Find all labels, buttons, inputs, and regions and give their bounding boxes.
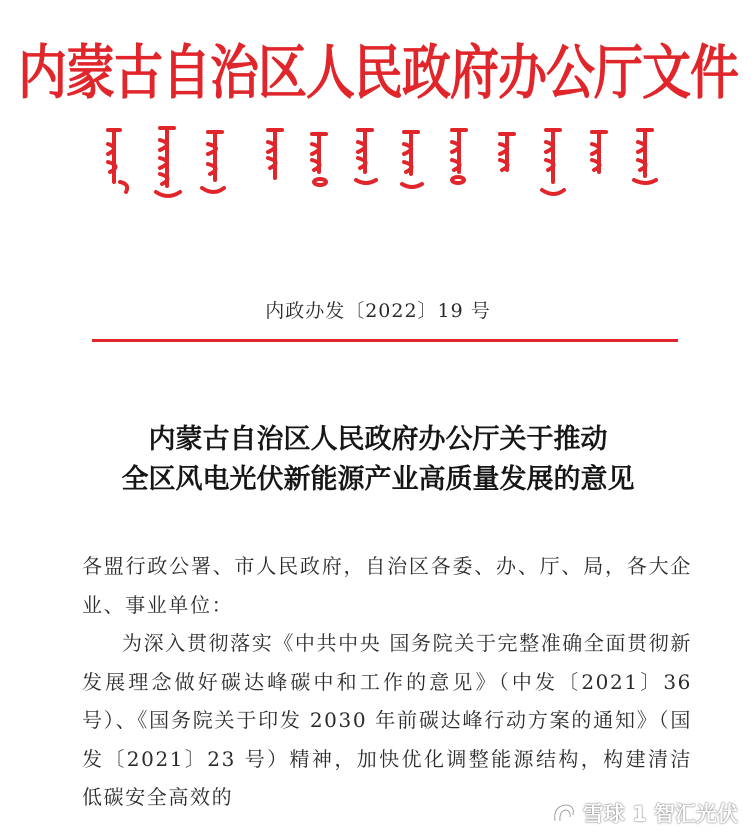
body-paragraph-1: 为深入贯彻落实《中共中央 国务院关于完整准确全面贯彻新发展理念做好碳达峰碳中和工作的意见》（中发〔2021〕36 号）、《国务院关于印发 2030 年前碳达峰行动方案的通知》（国发〔2021〕23 号）精神，加快优化调整能源结构，构建清洁低碳安全高效的	[82, 631, 692, 809]
mongolian-word-6	[356, 130, 376, 183]
mongolian-word-3	[202, 132, 224, 192]
recipients-paragraph: 各盟行政公署、市人民政府，自治区各委、办、厅、局，各大企业、事业单位：	[82, 554, 692, 617]
watermark	[551, 798, 738, 828]
mongolian-word-4	[268, 130, 282, 178]
document-title	[0, 420, 756, 500]
document-body	[82, 547, 692, 817]
mongolian-word-2	[156, 128, 180, 196]
mongolian-word-11	[592, 132, 606, 172]
mongolian-word-5	[312, 134, 326, 185]
red-divider	[92, 339, 678, 342]
header-title: 内蒙古自治区人民政府办公厅文件	[17, 39, 738, 108]
mongolian-word-9	[500, 134, 514, 170]
mongolian-word-10	[542, 130, 564, 194]
mongolian-word-12	[634, 130, 656, 183]
watermark-text: 雪球 1 智汇光伏	[582, 802, 738, 826]
mongolian-word-1	[108, 130, 127, 192]
document-title-line-1: 内蒙古自治区人民政府办公厅关于推动	[148, 424, 608, 455]
mongolian-script-seal	[90, 122, 670, 204]
document-number: 内政办发〔2022〕19 号	[265, 300, 491, 322]
snowball-logo-icon	[551, 801, 577, 825]
document-title-line-2: 全区风电光伏新能源产业高质量发展的意见	[121, 464, 635, 495]
mongolian-word-7	[402, 132, 422, 187]
mongolian-word-8	[452, 130, 466, 183]
